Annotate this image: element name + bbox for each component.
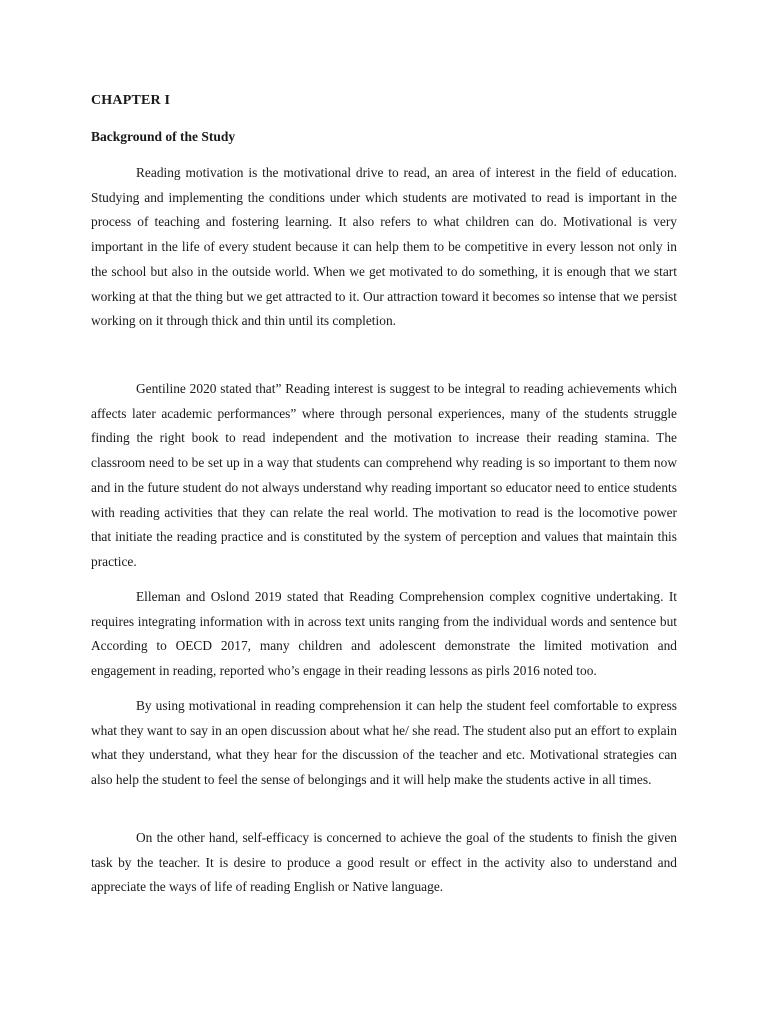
paragraph-2: Gentiline 2020 stated that” Reading interest is suggest to be integral to reading achievements which affects later academic performances” where through personal experiences, many of the students struggle finding the right book to read independent and the motivation to increase their reading stamina. The classroom need to be set up in a way that students can comprehend why reading is so important to them now and in the future student do not always understand why reading important so educator need to entice students with reading activities that they can relate the real world. The motivation to read is the locomotive power that initiate the reading practice and is constituted by the system of perception and values that maintain this practice.: [91, 381, 677, 569]
chapter-heading: CHAPTER I: [91, 93, 171, 108]
paragraph-1: Reading motivation is the motivational drive to read, an area of interest in the field of education. Studying and implementing the conditions under which students are motivated to read is important in the process of teaching and fostering learning. It also refers to what children can do. Motivational is very important in the life of every student because it can help them to be competitive in every lesson not only in the school but also in the outside world. When we get motivated to do something, it is enough that we start working at that the thing but we get attracted to it. Our attraction toward it becomes so intense that we persist working on it through thick and thin until its completion.: [91, 165, 677, 329]
section-heading: Background of the Study: [91, 129, 236, 144]
paragraph-5: On the other hand, self-efficacy is concerned to achieve the goal of the students to finish the given task by the teacher. It is desire to produce a good result or effect in the activity also to understand and appreciate the ways of life of reading English or Native language.: [91, 830, 677, 895]
paragraph-4: By using motivational in reading comprehension it can help the student feel comfortable to express what they want to say in an open discussion about what he/ she read. The student also put an effort to explain what they understand, what they hear for the discussion of the teacher and etc. Motivational strategies can also help the student to feel the sense of belongings and it will help make the students active in all times.: [91, 698, 677, 788]
paragraph-3: Elleman and Oslond 2019 stated that Reading Comprehension complex cognitive undertaking. It requires integrating information with in across text units ranging from the individual words and sentence but According to OECD 2017, many children and adolescent demonstrate the limited motivation and engagement in reading, reported who’s engage in their reading lessons as pirls 2016 noted too.: [91, 589, 677, 679]
